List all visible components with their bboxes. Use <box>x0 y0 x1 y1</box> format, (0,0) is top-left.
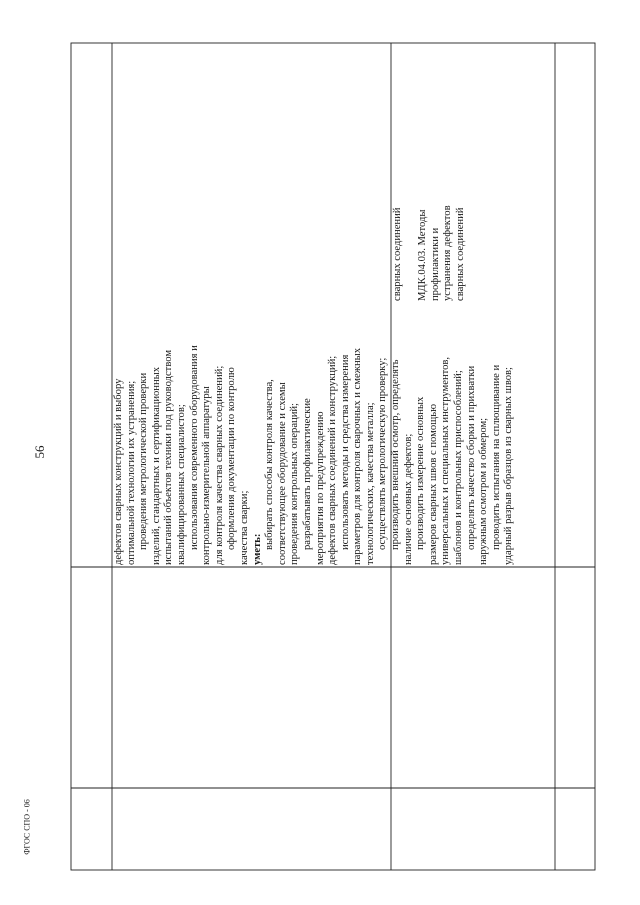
requirement-line: наружным осмотром и обмером; <box>478 417 490 565</box>
module-line: устранения дефектов <box>442 205 454 301</box>
module-line <box>405 205 418 301</box>
requirement-line: для контроля качества сварных соединений; <box>213 365 225 565</box>
requirement-line: использовать методы и средства измерения <box>339 354 351 550</box>
requirement-line: размеров сварных швов с помощью <box>427 403 439 565</box>
requirement-line: испытаний объектов техники под руководством <box>163 349 175 565</box>
module-line: МДК.04.03. Методы <box>417 209 429 301</box>
requirement-line: использования современного оборудования и <box>188 345 200 550</box>
requirement-line: проводить испытания на сплющивание и <box>490 364 502 550</box>
requirement-line: ударный разрыв образцов из сварных швов; <box>503 367 515 565</box>
requirement-line: наличие основных дефектов; <box>402 433 414 565</box>
requirement-line: оптимальной технологии их устранения; <box>125 380 137 565</box>
requirement-line: проведения метрологической проверки <box>138 372 150 550</box>
footer-code: ФГОС СПО - 06 <box>22 799 32 855</box>
page-number: 56 <box>32 445 47 459</box>
module-line: сварных соединений <box>454 207 466 301</box>
requirement-line: контрольно-измерительной аппаратуры <box>201 386 213 565</box>
requirement-line: производить внешний осмотр, определять <box>390 359 402 550</box>
requirement-line: определять качество сборки и прихватки <box>465 365 477 550</box>
module-line: сварных соединений <box>392 207 403 301</box>
module-line: профилактики и <box>429 227 441 301</box>
requirement-line: универсальных и специальных инструментов, <box>440 356 452 565</box>
requirement-line: соответствующее оборудование и схемы <box>276 382 288 565</box>
requirement-line: проведения контрольных операций; <box>289 403 301 565</box>
requirement-line: дефектов сварных конструкций и выбору <box>113 378 124 565</box>
requirement-line: шаблонов и контрольных приспособлений; <box>453 370 465 565</box>
requirement-line: параметров для контроля сварочных и смежных <box>352 347 364 565</box>
requirement-line: качества сварки; <box>238 490 250 565</box>
requirement-line: технологических, качества металла; <box>364 402 376 565</box>
requirement-line: мероприятия по предупреждению <box>314 411 326 565</box>
requirement-line: разрабатывать профилактические <box>301 398 313 550</box>
module-cell <box>392 205 468 301</box>
requirement-line: осуществлять метрологическую проверку; <box>377 357 389 550</box>
requirement-line: производить измерение основных <box>415 396 427 550</box>
requirement-line: уметь: <box>251 533 263 565</box>
requirement-line: дефектов сварных соединений и конструкций; <box>327 355 339 565</box>
requirement-line: оформления документации по контролю <box>226 367 238 550</box>
requirements-cell <box>113 345 516 565</box>
requirement-line: выбирать способы контроля качества, <box>264 379 276 550</box>
requirement-line: изделий, стандартных и сертификационных <box>150 366 162 565</box>
requirement-line: квалифицированных специалистов; <box>175 404 187 565</box>
